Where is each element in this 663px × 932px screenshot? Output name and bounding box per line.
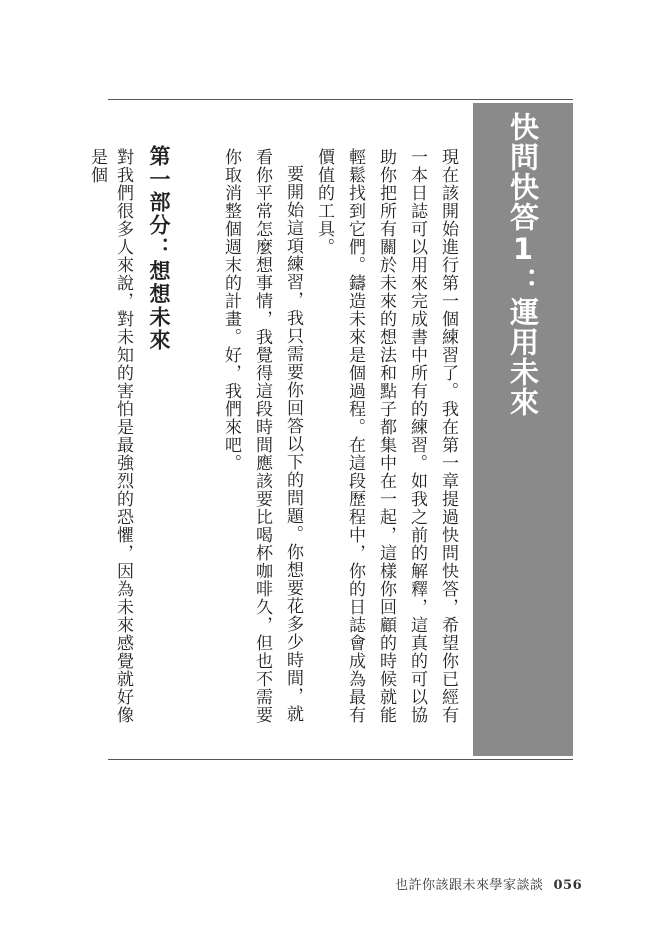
section-heading: 第一部分：想想未來 bbox=[147, 145, 171, 352]
paragraph-1: 現在該開始進行第一個練習了。我在第一章提過快問快答，希望你已經有一本日誌可以用來完成書中所有的練習。如我之前的解釋，這真的可以協助你把所有關於未來的想法和點子都集中在一起，這樣你回顧的時候就能輕鬆找到它們。鑄造未來是個過程。在這段歷程中，你的日誌會成為最有價值的工具。 bbox=[314, 148, 458, 724]
paragraph-2: 要開始這項練習，我只需要你回答以下的問題。你想要花多少時間，就看你平常怎麼想事情，我覺得這段時間應該要比喝杯咖啡久，但也不需要你取消整個週末的計畫。好，我們來吧。 bbox=[221, 148, 303, 724]
footer-book-title: 也許你該跟未來學家談談 bbox=[395, 878, 544, 893]
section-paragraph bbox=[87, 148, 136, 738]
body-text bbox=[215, 148, 463, 738]
page-footer bbox=[395, 874, 582, 893]
exercise-title: 快問快答1：運用未來 bbox=[506, 112, 540, 417]
section-text: 對我們很多人來說，對未知的害怕是最強烈的恐懼，因為未來感覺就好像是個 bbox=[87, 148, 133, 724]
top-rule bbox=[108, 99, 573, 100]
bottom-rule bbox=[108, 759, 573, 760]
page-number: 056 bbox=[553, 878, 583, 893]
